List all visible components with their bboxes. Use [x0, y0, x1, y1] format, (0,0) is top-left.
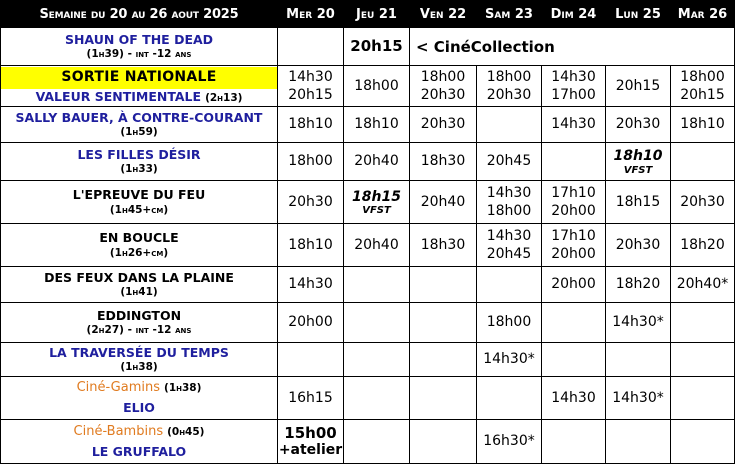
showtime-cell: [477, 224, 542, 267]
showtime-cell: [477, 143, 542, 181]
showtime-cell: [671, 224, 735, 267]
showtime-cell: [477, 66, 542, 107]
day-heading: Jeu 21: [344, 1, 410, 28]
showtime-cell: [344, 303, 410, 343]
atelier-note: +atelier: [278, 442, 343, 459]
showtime-cell: [671, 181, 735, 224]
showtime-cell: [410, 377, 477, 420]
film-cell: [1, 377, 278, 420]
collection-time: 20h15: [350, 36, 403, 55]
film-cell: [1, 303, 278, 343]
film-title: EN BOUCLE: [99, 230, 179, 246]
showtime-cell: [410, 143, 477, 181]
collection-label: < CinéCollection: [410, 28, 735, 66]
film-meta: (1h39) - int -12 ans: [86, 48, 192, 61]
showtime: 18h15: [615, 193, 661, 210]
showtime: 18h00: [486, 203, 532, 219]
showtime-cell: [542, 66, 606, 107]
showtime-cell: [278, 28, 344, 66]
showtime-cell: [542, 143, 606, 181]
showtime: 20h15: [288, 87, 333, 103]
film-row: [1, 28, 735, 66]
showtime: 20h30: [420, 116, 466, 133]
week-heading: Semaine du 20 au 26 aout 2025: [1, 1, 278, 28]
showtime-cell: [606, 420, 671, 464]
vfst-showtime-cell: [344, 181, 410, 224]
showtime-cell: [278, 224, 344, 267]
showtime: 18h00: [420, 68, 466, 85]
showtime: 14h30: [486, 184, 532, 201]
showtime-cell: [542, 224, 606, 267]
showtime: 18h00: [354, 77, 399, 94]
film-title: SHAUN OF THE DEAD: [64, 31, 214, 47]
showtime-cell: [344, 224, 410, 267]
film-cell: [1, 224, 278, 267]
showtime-cell: [278, 377, 344, 420]
showtime: 18h00: [486, 68, 532, 85]
showtime-cell: [278, 267, 344, 303]
showtime-cell: [542, 303, 606, 343]
film-title: LES FILLES DÉSIR: [77, 146, 201, 162]
showtime: 14h30: [551, 116, 596, 133]
showtime-cell: [671, 420, 735, 464]
film-row: [1, 143, 735, 181]
showtime-cell: [671, 343, 735, 377]
showtime: 20h40: [354, 153, 399, 170]
film-cell: [1, 28, 278, 66]
showtime: 18h00: [486, 314, 532, 331]
showtime-cell: [410, 181, 477, 224]
showtime: 20h30: [615, 116, 661, 133]
vfst-showtime-cell: [606, 143, 671, 181]
showtime: 20h45: [486, 246, 532, 262]
vfst-note: VFST: [362, 205, 391, 217]
showtime-cell: [410, 66, 477, 107]
vfst-note: VFST: [623, 164, 653, 176]
film-row: [1, 224, 735, 267]
vfst-time: 18h15: [352, 188, 401, 205]
film-cell: [1, 343, 278, 377]
film-row: [1, 107, 735, 143]
film-cell: [1, 143, 278, 181]
film-row: [1, 420, 735, 464]
film-title: LE GRUFFALO: [91, 443, 187, 459]
showtime: 18h00: [288, 153, 333, 170]
showtime: 20h30: [615, 236, 661, 253]
showtime: 20h00: [551, 276, 596, 293]
showtime-cell: [542, 181, 606, 224]
film-title: EDDINGTON: [96, 307, 182, 323]
showtime: 20h40: [420, 193, 466, 210]
showtime-cell: [344, 107, 410, 143]
film-meta: (1h59): [120, 126, 158, 139]
showtime: 20h30: [288, 193, 333, 210]
film-row: [1, 343, 735, 377]
showtime: 14h30*: [612, 314, 664, 331]
showtime-cell: [344, 343, 410, 377]
showtime: 14h30: [551, 68, 596, 85]
showtime-cell: [671, 66, 735, 107]
showtime: 14h30*: [483, 351, 535, 368]
day-heading: Sam 23: [477, 1, 542, 28]
showtime-cell: [671, 303, 735, 343]
film-row: [1, 267, 735, 303]
film-cell: [1, 181, 278, 224]
showtime-cell: [671, 143, 735, 181]
header-row: [1, 1, 735, 28]
showtime-cell: [410, 303, 477, 343]
showtime: 14h30: [288, 68, 333, 85]
vfst-time: 18h10: [613, 148, 663, 165]
showtime-cell: [278, 66, 344, 107]
atelier-showtime-cell: [278, 420, 344, 464]
showtime-cell: [542, 377, 606, 420]
film-title: DES FEUX DANS LA PLAINE: [44, 269, 234, 285]
film-row: [1, 66, 735, 107]
showtime: 20h30: [486, 87, 532, 103]
showtime: 18h20: [615, 276, 661, 293]
showtime: 20h30: [680, 193, 725, 210]
showtime-cell: [542, 420, 606, 464]
showtime: 16h15: [288, 389, 333, 406]
showtime-cell: [477, 181, 542, 224]
showtime-cell: [410, 343, 477, 377]
film-meta: (1h45+cm): [109, 203, 169, 216]
film-title: LA TRAVERSÉE DU TEMPS: [49, 344, 229, 360]
day-heading: Ven 22: [410, 1, 477, 28]
film-title: VALEUR SENTIMENTALE: [35, 88, 202, 104]
film-title: ELIO: [123, 400, 155, 416]
showtime-cell: [542, 267, 606, 303]
showtime-cell: [606, 181, 671, 224]
showtime-cell: [477, 377, 542, 420]
showtime: 14h30: [551, 389, 596, 406]
showtime-cell: [477, 303, 542, 343]
sortie-nationale-banner: SORTIE NATIONALE: [1, 67, 277, 89]
film-meta: (1h41): [120, 286, 158, 299]
showtime: 20h00: [551, 203, 596, 219]
showtime: 14h30*: [612, 389, 664, 406]
film-meta: (1h38): [120, 361, 158, 374]
film-row: [1, 377, 735, 420]
program-meta: (1h38): [164, 382, 202, 395]
showtime: 18h10: [288, 116, 333, 133]
showtime-cell: [671, 267, 735, 303]
showtime-cell: [477, 420, 542, 464]
film-meta: (1h26+cm): [109, 246, 169, 259]
showtime-cell: [542, 107, 606, 143]
showtime: 18h30: [420, 236, 466, 253]
showtime-cell: [606, 303, 671, 343]
program-label: Ciné-Bambins: [73, 423, 164, 439]
showtime-cell: [606, 377, 671, 420]
showtime-cell: [344, 377, 410, 420]
showtime-cell: [606, 66, 671, 107]
showtime-cell: [410, 224, 477, 267]
film-title: L'EPREUVE DU FEU: [72, 187, 206, 203]
showtime: 14h30: [486, 227, 532, 244]
film-cell: [1, 267, 278, 303]
showtime-cell: [477, 267, 542, 303]
showtime-cell: [278, 303, 344, 343]
showtime-cell: [410, 107, 477, 143]
program-label-line: [77, 381, 202, 394]
day-heading: Dim 24: [542, 1, 606, 28]
film-meta: (1h33): [120, 163, 158, 176]
showtime: 20h40*: [676, 276, 729, 293]
showtime-cell: [278, 343, 344, 377]
showtime-cell: [606, 224, 671, 267]
showtime: 18h10: [288, 236, 333, 253]
showtime-cell: [344, 143, 410, 181]
showtime-cell: [671, 107, 735, 143]
film-row: [1, 303, 735, 343]
film-title: SALLY BAUER, À CONTRE-COURANT: [15, 109, 263, 125]
showtime: 17h10: [551, 184, 596, 201]
showtime: 16h30*: [483, 433, 535, 450]
showtime: 18h30: [420, 153, 466, 170]
showtime-cell: [344, 420, 410, 464]
showtime: 20h00: [551, 246, 596, 262]
showtime-cell: [477, 107, 542, 143]
showtime-cell: [477, 343, 542, 377]
film-row: [1, 181, 735, 224]
showtime: 14h30: [288, 276, 333, 293]
showtime: 18h10: [354, 116, 399, 133]
day-heading: Mar 26: [671, 1, 735, 28]
showtime-cell: [606, 267, 671, 303]
showtime-cell: [671, 377, 735, 420]
showtime-cell: [344, 66, 410, 107]
film-meta: (2h27) - int -12 ans: [86, 324, 192, 337]
day-heading: Lun 25: [606, 1, 671, 28]
film-cell: [1, 66, 278, 107]
showtime: 20h45: [486, 153, 532, 170]
showtime: 20h15: [680, 87, 725, 103]
showtime-cell: [410, 267, 477, 303]
program-meta: (0h45): [167, 425, 205, 438]
film-cell: [1, 107, 278, 143]
showtime: 18h00: [680, 68, 725, 85]
showtime: 20h40: [354, 236, 399, 253]
showtime-cell: [344, 28, 410, 66]
showtime: 20h30: [420, 87, 466, 103]
film-cell: [1, 420, 278, 464]
showtime: 20h00: [288, 314, 333, 331]
program-label: Ciné-Gamins: [76, 380, 161, 396]
showtime-cell: [410, 420, 477, 464]
showtime-cell: [606, 107, 671, 143]
atelier-time: 15h00: [284, 423, 337, 442]
showtime: 18h10: [680, 116, 725, 133]
showtime-cell: [278, 181, 344, 224]
showtime: 17h10: [551, 227, 596, 244]
film-meta: (2h13): [205, 91, 243, 104]
showtime-cell: [344, 267, 410, 303]
program-label-line: [74, 425, 205, 438]
day-heading: Mer 20: [278, 1, 344, 28]
showtime-cell: [542, 343, 606, 377]
showtime-cell: [606, 343, 671, 377]
showtime-cell: [278, 107, 344, 143]
showtime: 18h20: [680, 236, 725, 253]
showtime-cell: [278, 143, 344, 181]
showtime: 20h15: [615, 77, 661, 94]
showtime: 17h00: [551, 87, 596, 103]
